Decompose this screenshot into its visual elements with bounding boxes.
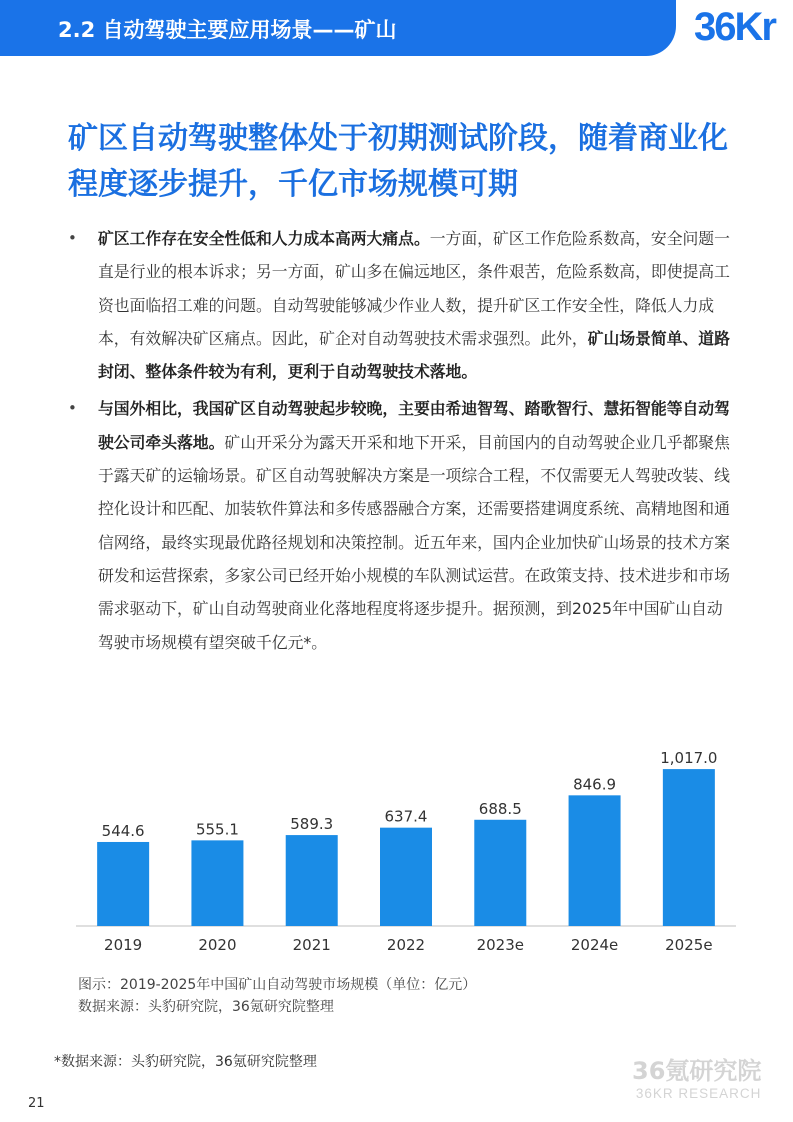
footnote: *数据来源：头豹研究院，36氪研究院整理 (54, 1054, 317, 1070)
chart-caption-source: 数据来源：头豹研究院，36氪研究院整理 (78, 999, 334, 1015)
bullet-dot-icon: • (68, 229, 77, 247)
x-tick-label-2021: 2021 (292, 936, 331, 954)
bar-2019 (97, 842, 149, 926)
header-band (0, 0, 676, 56)
bar-2020 (191, 840, 243, 926)
bullet-item-domestic (68, 392, 733, 658)
data-label-2025e: 1,017.0 (660, 749, 718, 768)
market-size-bar-chart (76, 746, 736, 968)
data-label-2022: 637.4 (384, 807, 428, 826)
data-label-2021: 589.3 (290, 815, 334, 834)
bullet-dot-icon: • (68, 399, 77, 418)
bullet-item-pain-points (68, 222, 733, 388)
x-tick-label-2023e: 2023e (476, 936, 524, 954)
watermark-36kr-research (632, 1056, 761, 1101)
data-label-2019: 544.6 (101, 821, 145, 840)
bar-2025e (663, 769, 715, 926)
x-tick-label-2024e: 2024e (570, 936, 619, 954)
data-label-2024e: 846.9 (573, 775, 617, 794)
page-number: 21 (28, 1096, 45, 1111)
bullet-bold-lead: 矿区工作存在安全性低和人力成本高两大痛点。 (98, 229, 430, 248)
x-tick-label-2025e: 2025e (665, 936, 713, 954)
bar-2021 (286, 835, 338, 926)
bullet-list (68, 222, 733, 663)
page-heading: 矿区自动驾驶整体处于初期测试阶段，随着商业化程度逐步提升，千亿市场规模可期 (68, 121, 728, 202)
watermark-cn: 36氪研究院 (632, 1057, 762, 1085)
logo-36kr: 36Kr (694, 5, 775, 49)
bar-2022 (380, 828, 432, 926)
data-label-2020: 555.1 (195, 820, 239, 839)
x-tick-label-2019: 2019 (104, 936, 143, 954)
chart-caption-title: 图示：2019-2025年中国矿山自动驾驶市场规模（单位：亿元） (78, 977, 477, 993)
bar-2024e (569, 795, 621, 926)
watermark-en: 36KR RESEARCH (635, 1086, 762, 1101)
section-title: 2.2 自动驾驶主要应用场景——矿山 (58, 18, 397, 42)
x-tick-label-2020: 2020 (198, 936, 237, 954)
x-tick-label-2022: 2022 (386, 936, 426, 954)
data-label-2023e: 688.5 (478, 799, 522, 818)
bullet-bold-tail: 矿山场景简单、道路封闭、整体条件较为有利，更利于自动驾驶技术落地。 (98, 328, 730, 382)
bullet-text: 矿山开采分为露天开采和地下开采，目前国内的自动驾驶企业几乎都聚焦于露天矿的运输场景。矿区自动驾驶解决方案是一项综合工程，不仅需要无人驾驶改装、线控化设计和匹配、加装软件算法和多传感器融合方案，还需要搭建调度系统、高精地图和通信网络，最终实现最优路径规划和决策控制。近五年来，国内企业加快矿山场景的技术方案研发和运营探索，多家公司已经开始小规模的车队测试运营。在政策支持、技术进步和市场需求驱动下，矿山自动驾驶商业化落地程度将逐步提升。据预测，到2025年中国矿山自动驾驶市场规模有望突破千亿元*。 (98, 432, 730, 652)
chart-caption (78, 974, 476, 1018)
bullet-bold-lead: 与国外相比，我国矿区自动驾驶起步较晚，主要由希迪智驾、踏歌智行、慧拓智能等自动驾驶公司牵头落地。 (98, 399, 730, 452)
bar-2023e (474, 820, 526, 926)
bullet-text: 一方面，矿区工作危险系数高，安全问题一直是行业的根本诉求；另一方面，矿山多在偏远地区，条件艰苦，危险系数高，即使提高工资也面临招工难的问题。自动驾驶能够减少作业人数，提升矿区工作安全性，降低人力成本，有效解决矿区痛点。因此，矿企对自动驾驶技术需求强烈。此外， (98, 229, 730, 348)
